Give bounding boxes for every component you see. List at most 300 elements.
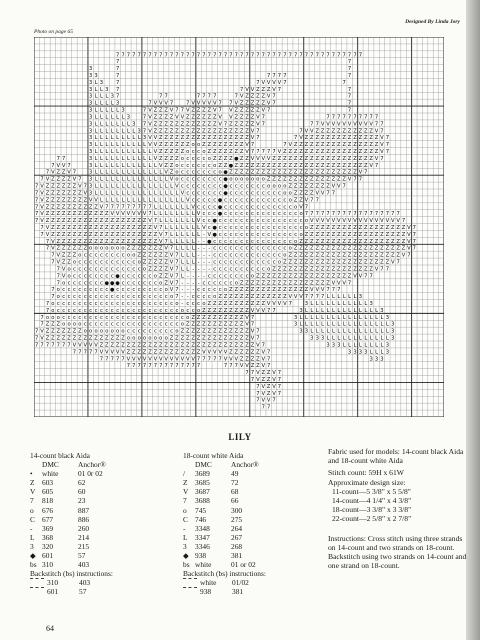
stitch-cell: c (197, 301, 200, 307)
anchor-number: 68 (231, 487, 239, 497)
stitch-cell: V (299, 294, 303, 301)
stitch-cell: Z (401, 245, 406, 252)
stitch-cell: Z (185, 121, 190, 128)
stitch-cell: c (191, 197, 195, 204)
stitch-cell: Z (99, 225, 104, 231)
stitch-cell: c (110, 266, 114, 273)
stitch-cell: 7 (115, 52, 120, 59)
stitch-cell: V (337, 280, 341, 287)
stitch-cell: c (234, 259, 238, 266)
stitch-cell: 7 (164, 52, 168, 59)
stitch-cell: Z (261, 169, 266, 176)
stitch-cell: c (148, 321, 152, 328)
stitch-cell: 7 (364, 114, 368, 121)
stitch-cell: o (202, 301, 206, 307)
stitch-cell: V (239, 363, 244, 370)
stitch-cell: c (229, 190, 233, 197)
stitch-cell: V (401, 252, 406, 259)
stitch-cell: 7 (304, 294, 309, 301)
stitch-cell: c (180, 169, 184, 176)
stitch-cell: Z (326, 128, 330, 135)
stitch-cell: Z (272, 266, 276, 273)
stitch-cell: L (148, 162, 152, 169)
stitch-cell: c (261, 238, 265, 245)
stitch-cell: c (121, 314, 125, 321)
stitch-cell: c (207, 280, 211, 287)
stitch-cell: Z (261, 370, 266, 377)
stitch-cell: Z (158, 349, 163, 356)
stitch-cell: Z (180, 149, 185, 155)
stitch-cell: V (207, 349, 212, 356)
stitch-cell: 7 (256, 52, 260, 59)
stitch-cell: 7 (288, 301, 292, 307)
stitch-cell: Z (326, 266, 330, 273)
stitch-cell: 7 (315, 197, 319, 204)
size-heading: Approximate design size: (328, 477, 406, 487)
stitch-cell: Z (374, 231, 379, 238)
stitch-cell: Z (83, 335, 88, 342)
stitch-cell: Z (164, 135, 168, 142)
dmc-number: 603 (42, 478, 54, 488)
stitch-cell: L (310, 307, 314, 314)
stitch-cell: 7 (347, 93, 352, 100)
stitch-cell: Z (142, 238, 147, 245)
stitch-cell: c (218, 280, 222, 287)
stitch-cell: Z (304, 190, 309, 197)
stitch-cell: 3 (299, 328, 303, 335)
stitch-cell: 7 (256, 135, 260, 142)
stitch-cell: 3 (88, 190, 93, 197)
stitch-cell: c (121, 259, 125, 266)
stitch-cell: c (202, 183, 206, 190)
stitch-cell: Z (169, 149, 174, 155)
stitch-cell: L (186, 266, 190, 273)
stitch-cell: Z (358, 162, 363, 169)
stitch-cell: Z (261, 377, 266, 383)
stitch-cell: Z (45, 335, 50, 342)
stitch-cell: 7 (250, 321, 255, 328)
stitch-cell: c (137, 314, 141, 321)
stitch-cell: V (169, 266, 174, 273)
stitch-cell: c (197, 287, 200, 294)
stitch-cell: L (342, 328, 346, 335)
stitch-cell: c (267, 190, 271, 197)
stitch-cell: c (234, 238, 238, 245)
stitch-cell: V (218, 121, 222, 128)
stitch-cell: V (153, 135, 158, 142)
stitch-cell: c (267, 231, 271, 238)
stitch-cell: V (245, 142, 249, 149)
stitch-cell: c (62, 287, 66, 294)
stitch-cell: c (159, 307, 163, 314)
stitch-cell: Z (310, 231, 314, 238)
stitch-cell: Z (153, 252, 158, 259)
stitch-cell: V (56, 259, 61, 266)
stitch-cell: L (331, 301, 335, 307)
stitch-cell: Z (51, 183, 55, 190)
stitch-cell: L (326, 307, 330, 314)
stitch-cell: 3 (88, 183, 93, 190)
stitch-cell: L (175, 245, 179, 252)
stitch-cell: Z (202, 328, 206, 335)
stitch-cell: V (245, 321, 249, 328)
stitch-cell: 7 (229, 100, 233, 107)
stitch-cell: - (202, 252, 205, 259)
stitch-cell: V (45, 225, 50, 231)
stitch-cell: L (348, 328, 352, 335)
stitch-cell: Z (239, 169, 244, 176)
stitch-cell: L (137, 190, 141, 197)
stitch-cell: c (132, 314, 136, 321)
stitch-cell: V (374, 155, 379, 162)
stitch-cell: L (164, 218, 168, 225)
stitch-cell: c (110, 252, 114, 259)
stitch-cell: L (121, 135, 125, 142)
stitch-cell: L (180, 273, 184, 280)
stitch-cell: Z (266, 86, 271, 93)
stitch-cell: L (375, 314, 379, 321)
stitch-cell: Z (299, 162, 303, 169)
stitch-cell: Z (315, 245, 320, 252)
stitch-cell: L (369, 328, 373, 335)
stitch-symbol: 7 (30, 496, 34, 506)
stitch-cell: L (170, 238, 174, 245)
stitch-cell: 3 (137, 128, 141, 135)
stitch-cell: c (240, 190, 244, 197)
stitch-cell: 7 (337, 114, 341, 121)
stitch-cell: c (294, 225, 298, 231)
stitch-cell: o (99, 328, 104, 335)
stitch-cell: c (283, 197, 287, 204)
stitch-cell: Z (105, 238, 109, 245)
stitch-cell: c (229, 245, 233, 252)
stitch-cell: L (170, 190, 174, 197)
stitch-cell: 7 (256, 383, 260, 390)
stitch-cell: c (234, 225, 238, 231)
stitch-cell: Z (239, 301, 244, 307)
stitch-cell: - (181, 280, 184, 287)
stitch-cell: Z (353, 135, 357, 142)
stitch-cell: 7 (256, 335, 260, 342)
stitch-cell: L (186, 238, 190, 245)
stitch-cell: Z (196, 135, 201, 142)
backstitch-rows (30, 578, 113, 596)
stitch-cell: 7 (213, 356, 217, 363)
stitch-cell: c (73, 266, 76, 273)
stitch-cell: Z (363, 155, 368, 162)
stitch-cell: 7 (240, 52, 244, 59)
stitch-cell: 7 (35, 204, 39, 211)
stitch-cell: Z (158, 128, 163, 135)
stitch-cell: L (153, 162, 157, 169)
stitch-cell: 7 (315, 211, 319, 218)
stitch-cell: L (342, 335, 346, 342)
stitch-cell: - (186, 287, 189, 294)
stitch-cell: - (197, 252, 200, 259)
stitch-cell: 7 (51, 259, 55, 266)
stitch-cell: Z (61, 259, 66, 266)
stitch-cell: 7 (337, 211, 341, 218)
stitch-cell: c (94, 321, 98, 328)
stitch-cell: o (299, 231, 303, 238)
stitch-cell: c (148, 280, 152, 287)
stitch-cell: 7 (326, 287, 330, 294)
stitch-cell: c (245, 259, 249, 266)
stitch-cell: 7 (310, 211, 314, 218)
stitch-cell: L (143, 197, 147, 204)
stitch-cell: 7 (180, 107, 185, 114)
stitch-cell: Z (261, 86, 266, 93)
stitch-cell: Z (148, 259, 152, 266)
stitch-cell: c (197, 183, 200, 190)
stitch-cell: Z (283, 287, 287, 294)
stitch-cell: Z (337, 135, 341, 142)
stitch-cell: c (83, 294, 87, 301)
stitch-cell: L (353, 314, 357, 321)
stitch-cell: Z (185, 342, 190, 349)
stitch-cell: 7 (347, 114, 352, 121)
stitch-cell: c (207, 169, 211, 176)
stitch-cell: L (191, 238, 195, 245)
stitch-cell: Z (353, 259, 357, 266)
stitch-cell: c (213, 287, 217, 294)
stitch-cell: c (278, 197, 281, 204)
stitch-cell: Z (283, 259, 287, 266)
stitch-cell: V (61, 273, 66, 280)
stitch-cell: 3 (331, 342, 336, 349)
stitch-cell: Z (78, 328, 82, 335)
stitch-cell: V (256, 121, 260, 128)
stitch-cell: o (116, 328, 120, 335)
stitch-cell: V (245, 149, 249, 155)
stitch-cell: c (67, 287, 71, 294)
anchor-number: 275 (231, 514, 243, 524)
stitch-cell: Z (61, 335, 66, 342)
stitch-cell: c (137, 273, 141, 280)
stitch-cell: o (51, 307, 55, 314)
stitch-cell: V (337, 218, 341, 225)
stitch-cell: c (175, 314, 179, 321)
stitch-cell: L (180, 252, 184, 259)
stitch-cell: 7 (218, 356, 222, 363)
stitch-cell: L (105, 121, 109, 128)
stitch-cell: Z (169, 349, 174, 356)
stitch-cell: Z (78, 225, 82, 231)
stitch-cell: Z (212, 128, 217, 135)
stitch-cell: o (159, 280, 163, 287)
stitch-cell: V (266, 397, 271, 404)
stitch-cell: c (283, 211, 287, 218)
stitch-cell: 7 (337, 52, 341, 59)
stitch-cell: Z (175, 149, 179, 155)
stitch-cell: Z (218, 294, 222, 301)
stitch-cell: Z (196, 335, 201, 342)
stitch-cell: Z (148, 238, 152, 245)
stitch-cell: Z (180, 335, 185, 342)
stitch-cell: 3 (385, 314, 390, 321)
stitch-cell: Z (331, 169, 336, 176)
stitch-cell: Z (256, 349, 260, 356)
stitch-cell: Z (315, 252, 320, 259)
stitch-cell: V (272, 79, 276, 86)
stitch-cell: 7 (229, 52, 233, 59)
stitch-cell: Z (115, 238, 120, 245)
stitch-cell: c (294, 231, 298, 238)
stitch-cell: L (105, 176, 109, 183)
stitch-cell: L (191, 231, 195, 238)
stitch-cell: V (261, 383, 266, 390)
stitch-cell: c (283, 204, 287, 211)
stitch-cell: c (132, 307, 136, 314)
stitch-cell: L (159, 211, 163, 218)
stitch-cell: c (100, 321, 103, 328)
stitch-cell: Z (288, 176, 293, 183)
stitch-cell: - (186, 294, 189, 301)
stitch-cell: L (116, 169, 120, 176)
stitch-cell: c (218, 245, 222, 252)
stitch-cell: Z (234, 342, 239, 349)
stitch-symbol: bs (30, 560, 37, 570)
stitch-cell: Z (293, 287, 298, 294)
dmc-number: 368 (42, 532, 54, 542)
stitch-cell: L (126, 183, 130, 190)
anchor-number: 300 (231, 505, 243, 515)
photo-reference: Photo on page 65 (34, 29, 73, 35)
stitch-cell: o (132, 335, 136, 342)
stitch-cell: V (342, 121, 346, 128)
stitch-cell: c (148, 307, 152, 314)
stitch-cell: Z (56, 328, 61, 335)
stitch-cell: 7 (175, 363, 179, 370)
backstitch-line-swatch (30, 587, 44, 588)
stitch-cell: L (348, 321, 352, 328)
stitch-cell: Z (126, 245, 131, 252)
stitch-cell: Z (185, 335, 190, 342)
stitch-cell: c (137, 328, 141, 335)
stitch-cell: V (51, 169, 55, 176)
stitch-cell: c (94, 259, 98, 266)
stitch-cell: Z (218, 314, 222, 321)
stitch-cell: L (110, 155, 114, 162)
stitch-cell: Z (94, 231, 98, 238)
stitch-cell: c (251, 218, 254, 225)
stitch-cell: L (105, 128, 109, 135)
stitch-cell: Z (169, 169, 174, 176)
stitch-cell: Z (61, 190, 66, 197)
stitch-cell: L (375, 342, 379, 349)
stitch-cell: Z (164, 273, 168, 280)
stitch-cell: 7 (207, 93, 211, 100)
stitch-cell: L (299, 314, 303, 321)
stitch-cell: c (251, 183, 254, 190)
stitch-cell: Z (72, 218, 77, 225)
stitch-cell: 7 (250, 314, 255, 321)
stitch-cell: 7 (364, 169, 368, 176)
stitch-cell: L (348, 307, 352, 314)
stitch-cell: c (110, 321, 114, 328)
stitch-cell: V (374, 218, 379, 225)
stitch-cell: Z (121, 335, 125, 342)
stitch-cell: Z (212, 307, 217, 314)
stitch-cell: L (148, 169, 152, 176)
stitch-cell: Z (250, 287, 255, 294)
stitch-cell: Z (239, 287, 244, 294)
stitch-cell: V (353, 121, 357, 128)
stitch-cell: c (116, 266, 120, 273)
stitch-cell: V (148, 356, 152, 363)
stitch-cell: 7 (310, 197, 314, 204)
stitch-cell: Z (353, 225, 357, 231)
stitch-cell: V (202, 349, 206, 356)
stitch-cell: Z (245, 328, 249, 335)
stitch-cell: Z (401, 231, 406, 238)
stitch-cell: Z (153, 121, 158, 128)
stitch-cell: o (169, 294, 174, 301)
stitch-cell: Z (67, 252, 71, 259)
stitch-cell: 7 (347, 107, 352, 114)
stitch-symbol: Z (30, 478, 35, 488)
stitch-cell: L (364, 301, 368, 307)
stitch-cell: c (94, 294, 98, 301)
stitch-cell: Z (256, 294, 260, 301)
stitch-cell: c (137, 307, 141, 314)
stitch-cell: L (180, 204, 184, 211)
stitch-cell: c (299, 225, 303, 231)
stitch-cell: o (250, 273, 255, 280)
stitch-cell: c (180, 314, 184, 321)
stitch-cell: L (180, 231, 184, 238)
stitch-cell: Z (229, 155, 233, 162)
stitch-cell: Z (261, 273, 266, 280)
stitch-cell: Z (212, 121, 217, 128)
stitch-cell: Z (272, 176, 276, 183)
stitch-cell: Z (180, 128, 185, 135)
stitch-cell: L (137, 162, 141, 169)
stitch-cell: Z (250, 107, 255, 114)
stitch-cell: c (218, 252, 222, 259)
stitch-cell: V (250, 155, 255, 162)
stitch-cell: c (170, 314, 173, 321)
stitch-cell: 7 (304, 211, 309, 218)
stitch-cell: 7 (304, 204, 309, 211)
stitch-cell: L (159, 197, 163, 204)
stitch-cell: c (240, 266, 244, 273)
stitch-cell: c (132, 287, 136, 294)
stitch-cell: Z (78, 204, 82, 211)
stitch-cell: Z (326, 252, 330, 259)
stitch-cell: L (326, 328, 330, 335)
stitch-cell: c (105, 321, 109, 328)
dmc-number: 3687 (195, 487, 210, 497)
stitch-cell: L (94, 190, 98, 197)
stitch-cell: L (375, 335, 379, 342)
stitch-cell: 3 (364, 349, 368, 356)
stitch-cell: 7 (267, 349, 271, 356)
stitch-cell: L (105, 107, 109, 114)
stitch-cell: Z (347, 128, 352, 135)
stitch-cell: - (197, 259, 200, 266)
anchor-number: 01 0r 02 (78, 469, 103, 479)
stitch-cell: c (83, 252, 87, 259)
stitch-cell: c (229, 218, 233, 225)
stitch-cell: Z (320, 149, 325, 155)
anchor-number: 267 (231, 532, 243, 542)
stitch-cell: L (375, 349, 379, 356)
fabric-note: Fabric used for models: 14-count black Aida and 18-count white Aida (328, 447, 464, 466)
stitch-cell: 7 (229, 363, 233, 370)
stitch-cell: 3 (88, 128, 93, 135)
stitch-cell: V (61, 266, 66, 273)
